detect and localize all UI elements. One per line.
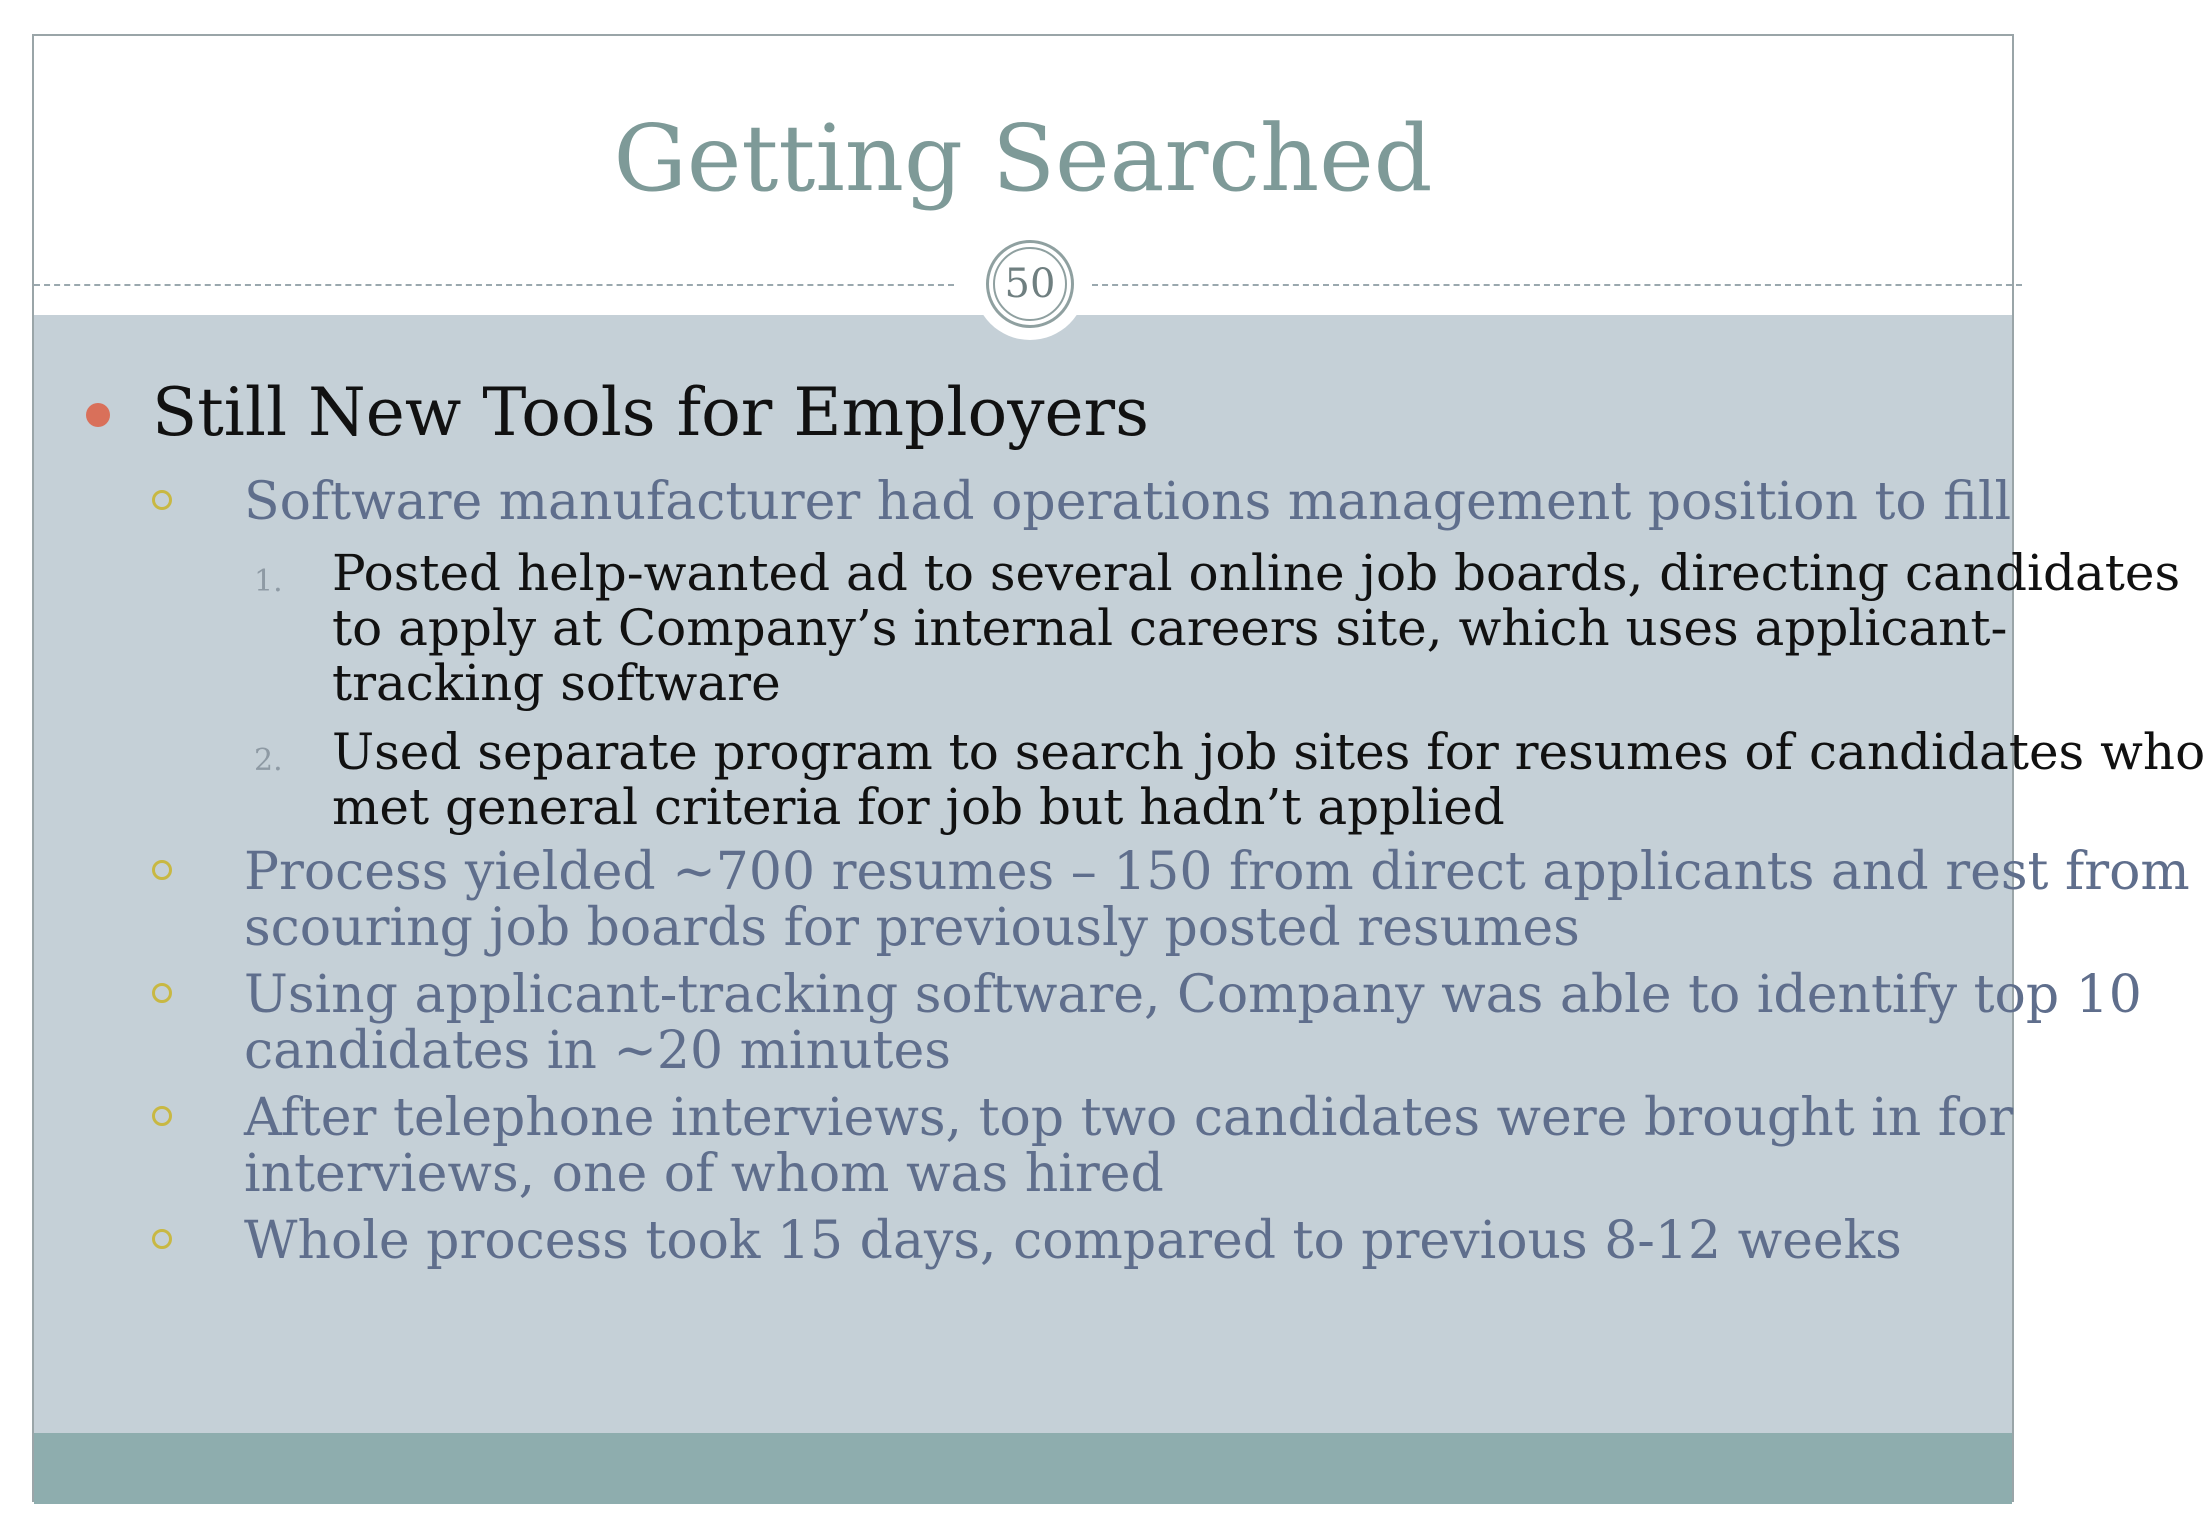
item-line: Using applicant-tracking software, Company was able to identify top 10 xyxy=(244,965,2142,1025)
title-divider-left xyxy=(34,284,954,286)
ring-bullet-icon xyxy=(152,983,172,1003)
slide: Getting Searched 50 Still New Tools for Employers Software manufacturer had operations management position to fill 1. Posted help-wanted ad to several online job boards, directing candidates to apply at Company’s internal careers site, which uses applicant- tracking software 2. Used separate program to search job sites for resumes of candidates who met general criteria for job but hadn’t applied Process yielded ~700 resumes – 150 from direct applicants and rest from scouring job boards for previously posted resumes Using applicant-tracking software, Company was able to identify top 10 candidates in ~20 minutes After telephone interviews, top two candidates were brought in for interviews, one of whom was hired Whole process took 15 days, compared to previous 8-12 weeks xyxy=(32,34,2014,1502)
item-line: Process yielded ~700 resumes – 150 from direct applicants and rest from xyxy=(244,842,2190,902)
title-divider-right xyxy=(1092,284,2022,286)
item-number: 2. xyxy=(254,743,283,778)
ring-bullet-icon xyxy=(152,1229,172,1249)
item-line: interviews, one of whom was hired xyxy=(244,1144,1164,1204)
item-line: Used separate program to search job sites for resumes of candidates who xyxy=(332,723,2205,781)
footer-band xyxy=(34,1433,2012,1504)
item-line: scouring job boards for previously posted resumes xyxy=(244,898,1580,958)
item-number: 1. xyxy=(254,564,283,599)
slide-title: Getting Searched xyxy=(613,105,1433,212)
item-line: met general criteria for job but hadn’t applied xyxy=(332,778,1505,836)
ring-bullet-icon xyxy=(152,860,172,880)
ring-bullet-icon xyxy=(152,490,172,510)
item-line: candidates in ~20 minutes xyxy=(244,1021,951,1081)
ring-bullet-icon xyxy=(152,1106,172,1126)
bullet-dot-icon xyxy=(86,403,110,427)
item-line: tracking software xyxy=(332,654,781,712)
item-line: After telephone interviews, top two candidates were brought in for xyxy=(244,1088,2014,1148)
item-line: to apply at Company’s internal careers site, which uses applicant- xyxy=(332,599,2008,657)
item-line: Posted help-wanted ad to several online job boards, directing candidates xyxy=(332,544,2181,602)
page-number: 50 xyxy=(1004,261,1056,307)
heading-text: Still New Tools for Employers xyxy=(152,374,1149,451)
page-number-badge xyxy=(974,228,1086,340)
